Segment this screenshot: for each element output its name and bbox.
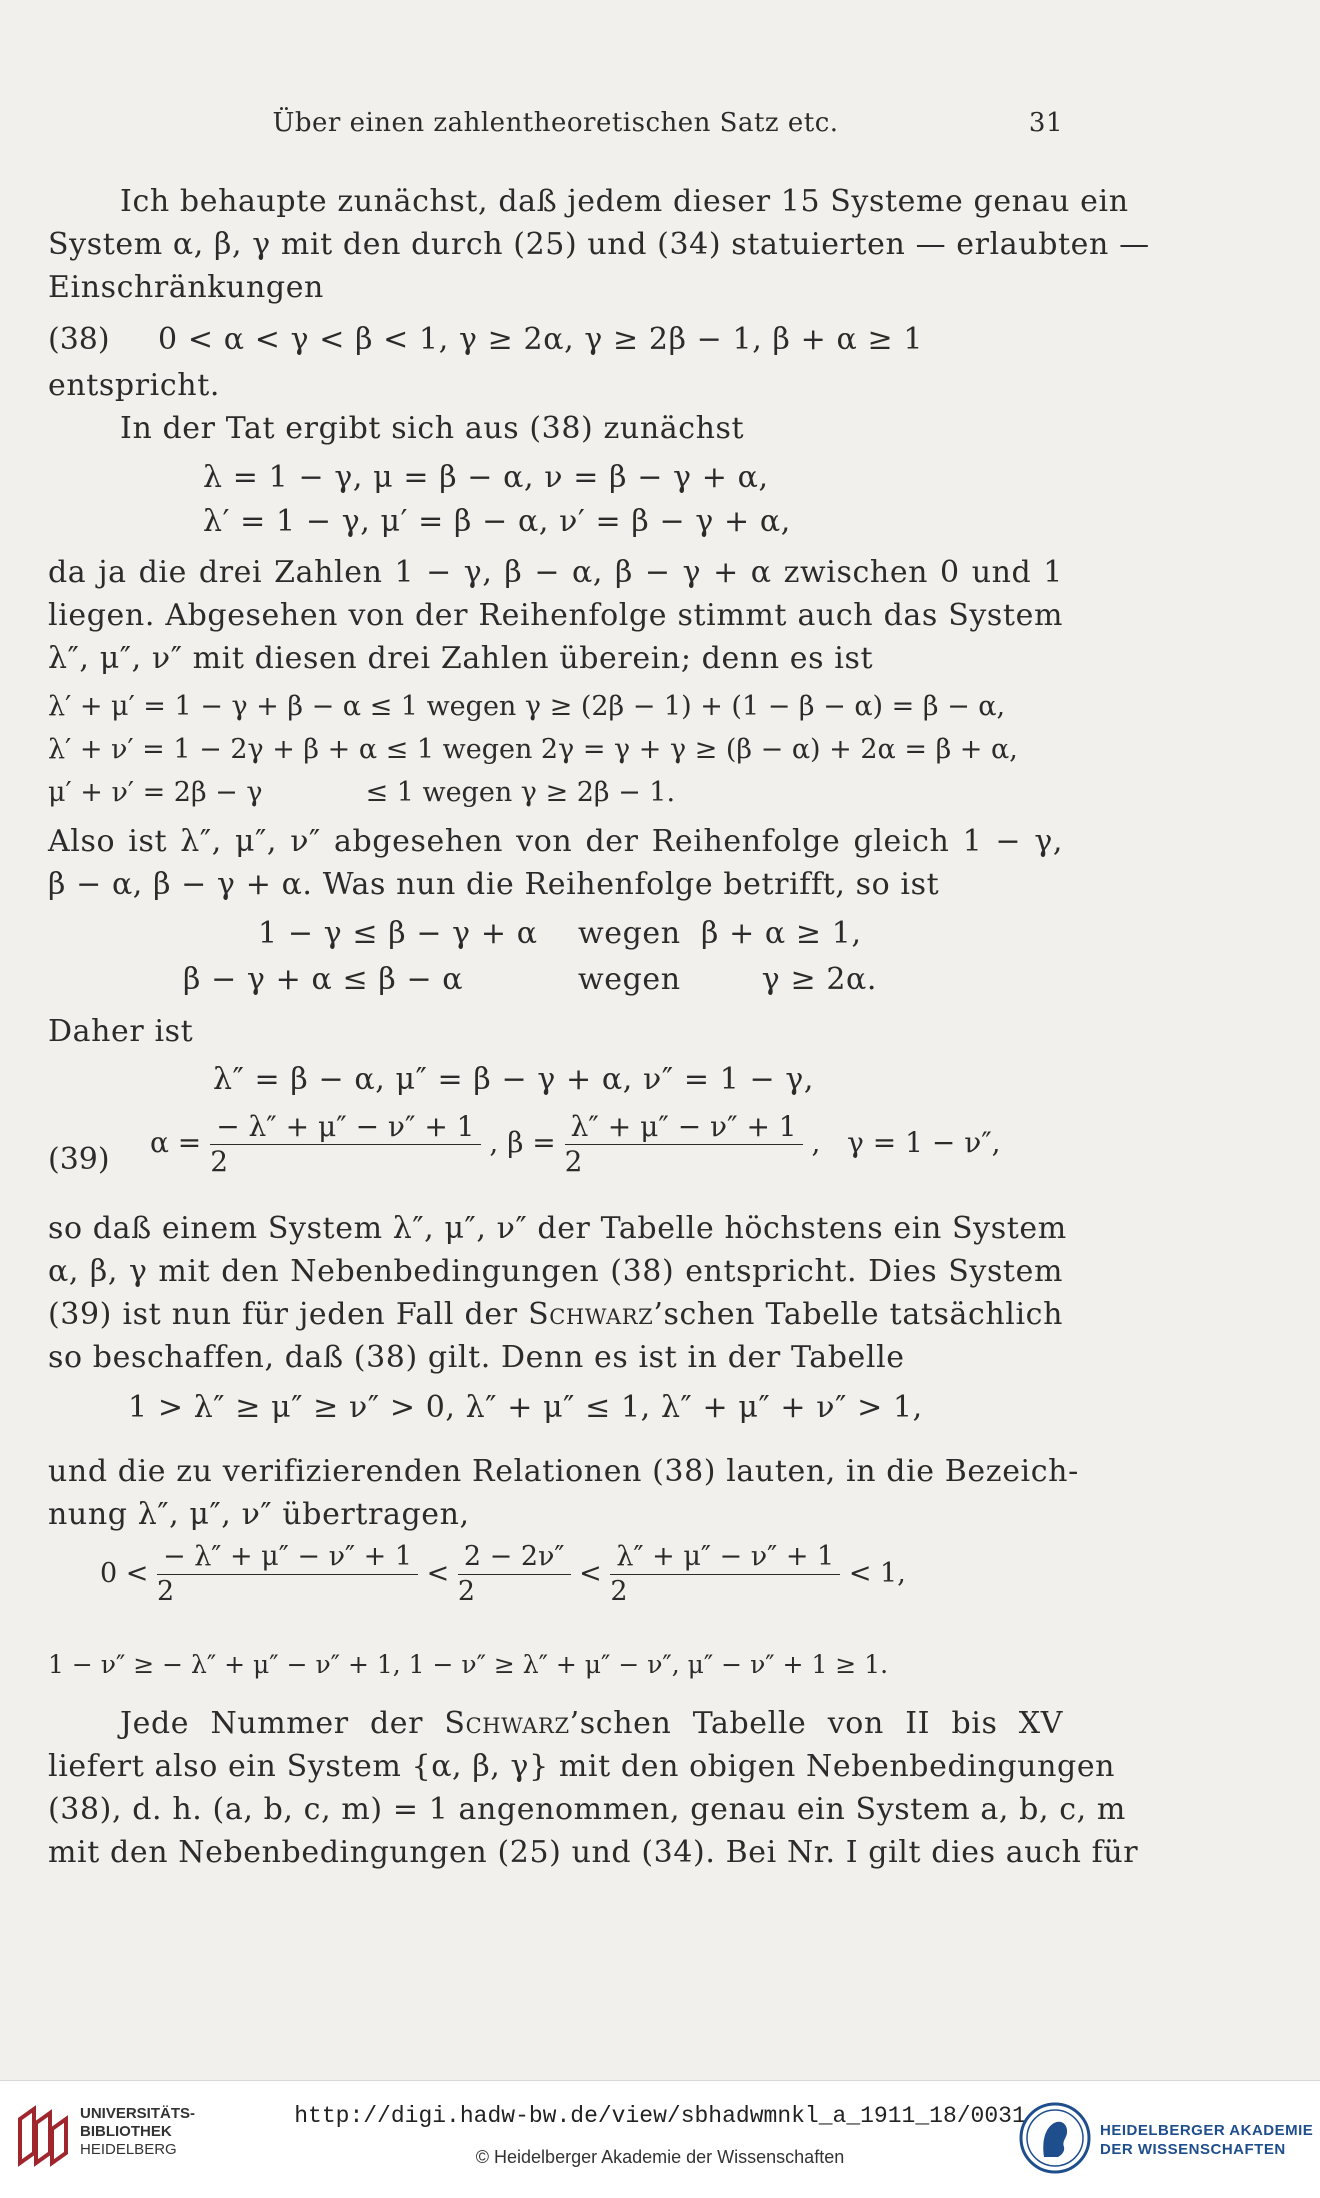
fraction-numerator: − λ″ + μ″ − ν″ + 1 bbox=[157, 1540, 418, 1575]
eq-part: , β = bbox=[489, 1126, 556, 1159]
equation: 1 > λ″ ≥ μ″ ≥ ν″ > 0, λ″ + μ″ ≤ 1, λ″ + μ″ + ν″ > 1, bbox=[128, 1390, 923, 1425]
text-line: Daher ist bbox=[48, 1014, 194, 1049]
equation: λ′ + ν′ = 1 − 2γ + β + α ≤ 1 wegen 2γ = γ + γ ≥ (β − α) + 2α = β + α, bbox=[48, 734, 1018, 765]
eq-part: < bbox=[579, 1558, 602, 1589]
equation-number: (39) bbox=[48, 1142, 110, 1177]
equation: λ″ = β − α, μ″ = β − γ + α, ν″ = 1 − γ, bbox=[213, 1062, 815, 1097]
text-fragment: Jede Nummer der bbox=[120, 1706, 445, 1741]
fraction-denominator: 2 bbox=[210, 1145, 229, 1178]
fraction bbox=[210, 1110, 480, 1179]
text-fragment: (39) ist nun für jeden Fall der bbox=[48, 1297, 529, 1332]
fraction bbox=[565, 1110, 803, 1179]
text-line: nung λ″, μ″, ν″ übertragen, bbox=[48, 1497, 470, 1532]
text-line: und die zu verifizierenden Relationen (38) lauten, in die Bezeich- bbox=[48, 1454, 1079, 1489]
page-number: 31 bbox=[1028, 108, 1063, 138]
fraction bbox=[610, 1540, 840, 1609]
text-line: da ja die drei Zahlen 1 − γ, β − α, β − γ + α zwischen 0 und 1 bbox=[48, 555, 1063, 590]
eq-part: α = bbox=[150, 1126, 202, 1159]
equation: μ′ + ν′ = 2β − γ ≤ 1 wegen γ ≥ 2β − 1. bbox=[48, 777, 676, 808]
logo-line: HEIDELBERGER AKADEMIE bbox=[1100, 2122, 1314, 2139]
fraction-denominator: 2 bbox=[156, 1576, 175, 1607]
logo-line: HEIDELBERG bbox=[80, 2141, 177, 2158]
eq-part: 0 < bbox=[100, 1558, 149, 1589]
fraction-denominator: 2 bbox=[564, 1145, 583, 1178]
eq-part: < bbox=[426, 1558, 450, 1589]
text-fragment: ’schen Tabelle von II bis XV bbox=[569, 1706, 1064, 1741]
text-line: (38), d. h. (a, b, c, m) = 1 angenommen, genau ein System a, b, c, m bbox=[48, 1792, 1126, 1827]
equation: 1 − γ ≤ β − γ + α bbox=[258, 916, 538, 951]
text-line: System α, β, γ mit den durch (25) und (34) statuierten — erlaubten — bbox=[48, 227, 1150, 262]
equation-39 bbox=[150, 1110, 1070, 1179]
fraction bbox=[458, 1540, 571, 1609]
text-line: β − α, β − γ + α. Was nun die Reihenfolge betrifft, so ist bbox=[48, 867, 940, 902]
text-line: so daß einem System λ″, μ″, ν″ der Tabelle höchstens ein System bbox=[48, 1211, 1067, 1246]
text-line bbox=[48, 1293, 1063, 1336]
equation-inequality-chain bbox=[100, 1540, 1060, 1609]
fraction-denominator: 2 bbox=[457, 1576, 476, 1607]
fraction-numerator: λ″ + μ″ − ν″ + 1 bbox=[565, 1110, 803, 1145]
text-line: λ″, μ″, ν″ mit diesen drei Zahlen überein; denn es ist bbox=[48, 641, 874, 676]
logo-line: BIBLIOTHEK bbox=[80, 2123, 172, 2140]
fraction-denominator: 2 bbox=[610, 1576, 628, 1607]
fraction-numerator: 2 − 2ν″ bbox=[458, 1540, 571, 1575]
equation: λ′ = 1 − γ, μ′ = β − α, ν′ = β − γ + α, bbox=[203, 504, 791, 539]
eq-part: , γ = 1 − ν″, bbox=[811, 1126, 1001, 1159]
academy-seal-icon bbox=[1018, 2099, 1092, 2177]
text-line: entspricht. bbox=[48, 368, 220, 403]
equation: 1 − ν″ ≥ − λ″ + μ″ − ν″ + 1, 1 − ν″ ≥ λ″ + μ″ − ν″, μ″ − ν″ + 1 ≥ 1. bbox=[48, 1650, 889, 1679]
logo-line: UNIVERSITÄTS- bbox=[80, 2105, 196, 2122]
permalink-url[interactable]: http://digi.hadw-bw.de/view/sbhadwmnkl_a_1911_18/0031 bbox=[294, 2103, 1026, 2129]
author-name: Schwarz bbox=[528, 1297, 654, 1332]
text-line: Also ist λ″, μ″, ν″ abgesehen von der Reihenfolge gleich 1 − γ, bbox=[48, 824, 1063, 859]
eq-part: < 1, bbox=[848, 1558, 906, 1589]
running-title: Über einen zahlentheoretischen Satz etc. bbox=[272, 108, 839, 138]
logo-line: DER WISSENSCHAFTEN bbox=[1100, 2141, 1286, 2158]
text-line: α, β, γ mit den Nebenbedingungen (38) entspricht. Dies System bbox=[48, 1254, 1063, 1289]
fraction bbox=[157, 1540, 418, 1609]
text-line: so beschaffen, daß (38) gilt. Denn es ist in der Tabelle bbox=[48, 1340, 905, 1375]
text-fragment: ’schen Tabelle tatsächlich bbox=[653, 1297, 1063, 1332]
academy-name bbox=[1100, 2121, 1313, 2159]
fraction-numerator: − λ″ + μ″ − ν″ + 1 bbox=[210, 1110, 480, 1145]
text-line: In der Tat ergibt sich aus (38) zunächst bbox=[120, 411, 745, 446]
text-line: liefert also ein System {α, β, γ} mit den obigen Nebenbedingungen bbox=[48, 1749, 1116, 1784]
author-name: Schwarz bbox=[444, 1706, 570, 1741]
equation: λ′ + μ′ = 1 − γ + β − α ≤ 1 wegen γ ≥ (2β − 1) + (1 − β − α) = β − α, bbox=[48, 691, 1006, 722]
copyright-notice: © Heidelberger Akademie der Wissenschaften bbox=[475, 2147, 845, 2167]
fraction-numerator: λ″ + μ″ − ν″ + 1 bbox=[610, 1540, 840, 1575]
equation-38: 0 < α < γ < β < 1, γ ≥ 2α, γ ≥ 2β − 1, β + α ≥ 1 bbox=[158, 322, 924, 357]
text-line bbox=[48, 1702, 1063, 1745]
text-line: mit den Nebenbedingungen (25) und (34). Bei Nr. I gilt dies auch für bbox=[48, 1835, 1139, 1870]
text-line: Ich behaupte zunächst, daß jedem dieser 15 Systeme genau ein bbox=[120, 184, 1129, 219]
equation: λ = 1 − γ, μ = β − α, ν = β − γ + α, bbox=[203, 460, 769, 495]
text-line: liegen. Abgesehen von der Reihenfolge stimmt auch das System bbox=[48, 598, 1063, 633]
viewer-footer bbox=[0, 2080, 1320, 2198]
equation-number: (38) bbox=[48, 322, 110, 357]
text-line: Einschränkungen bbox=[48, 270, 324, 305]
equation: wegen β + α ≥ 1, bbox=[578, 916, 862, 951]
equation: wegen γ ≥ 2α. bbox=[578, 962, 878, 997]
equation: β − γ + α ≤ β − α bbox=[183, 962, 464, 997]
